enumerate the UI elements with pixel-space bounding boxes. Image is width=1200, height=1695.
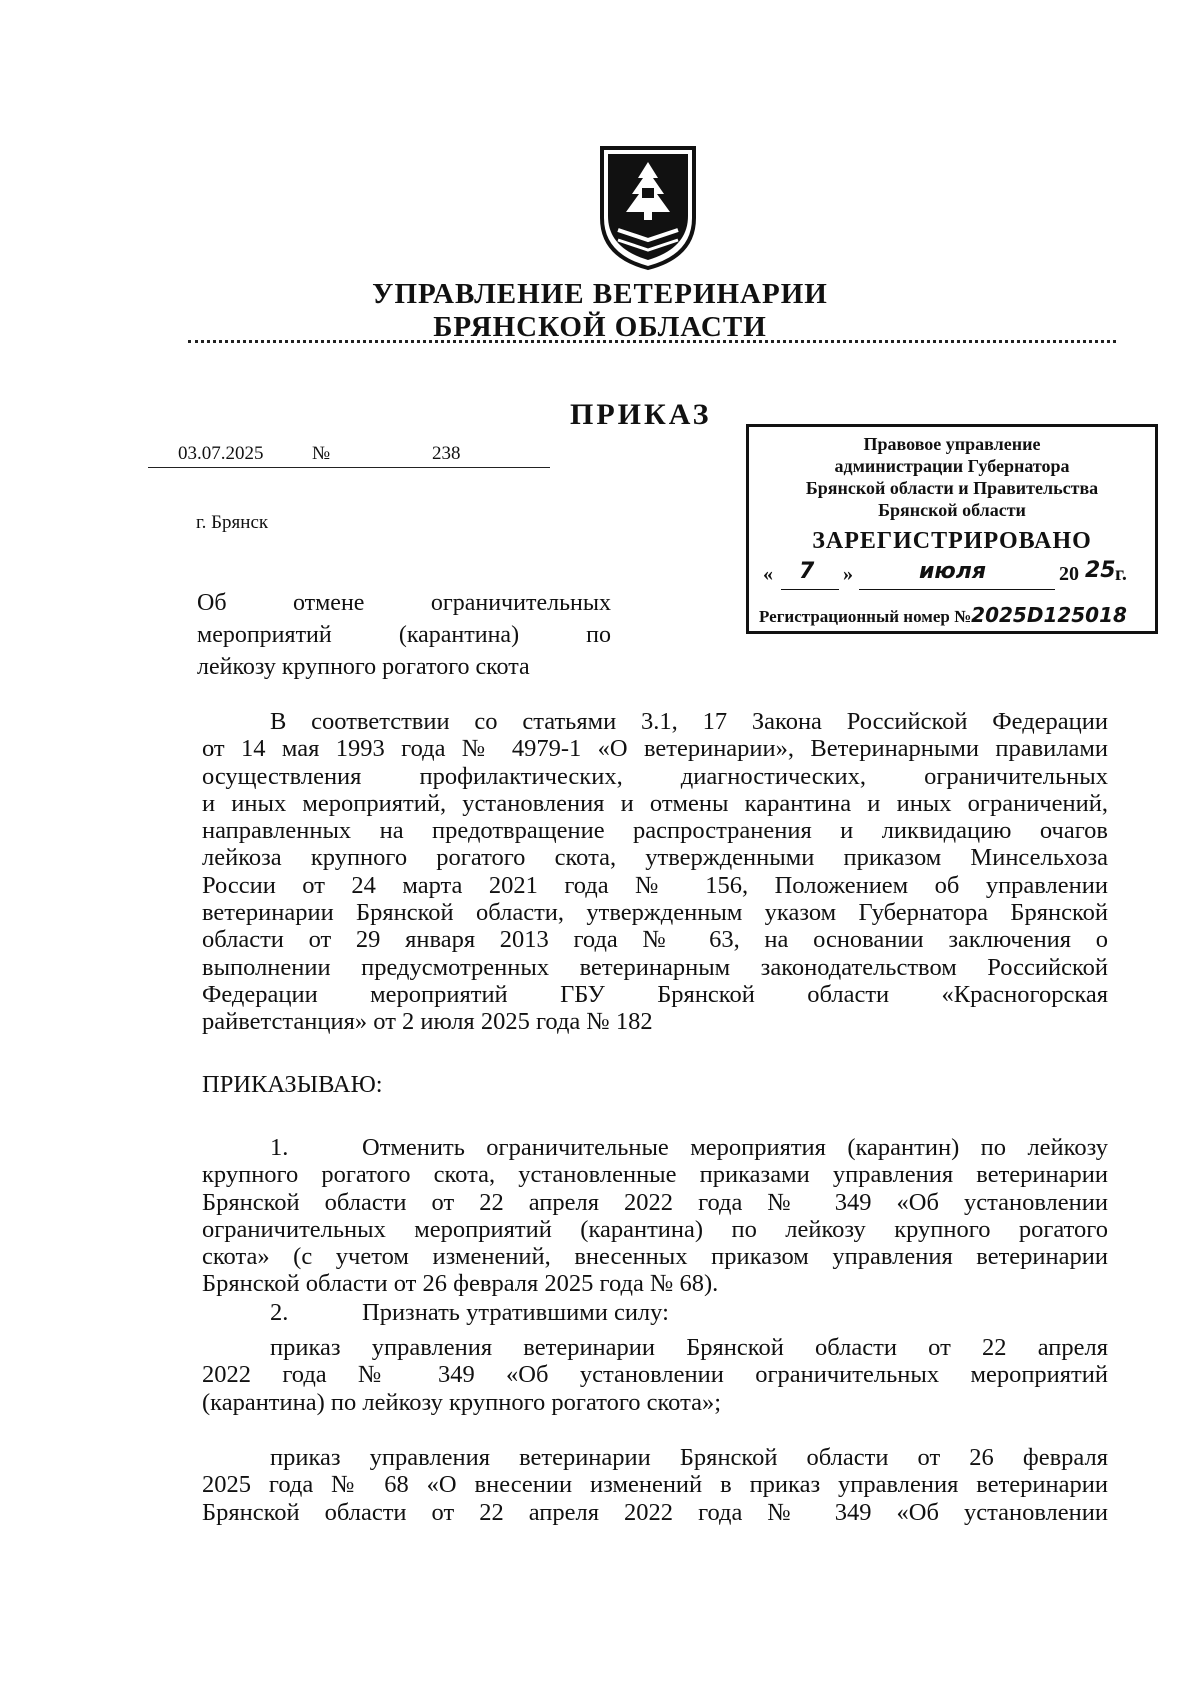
stamp-month-underline — [859, 589, 1055, 590]
header-dotted-divider — [188, 340, 1116, 343]
text-line: 2022 года № 349 «Об установлении ограничительных мероприятий — [202, 1361, 1108, 1389]
number-sign: № — [312, 443, 331, 464]
text-line: выполнении предусмотренных ветеринарным законодательством Российской — [202, 953, 1108, 981]
organization-name-line1: УПРАВЛЕНИЕ ВЕТЕРИНАРИИ — [372, 278, 828, 310]
stamp-day-underline — [781, 589, 839, 590]
subject-line: мероприятий (карантина) по — [197, 622, 611, 648]
stamp-line: Брянской области — [878, 500, 1026, 520]
text-line: и иных мероприятий, установления и отмены карантина и иных ограничений, — [202, 789, 1108, 817]
coat-of-arms-emblem — [596, 144, 700, 272]
item-number: 1. — [270, 1134, 289, 1161]
subject-line: Об отмене ограничительных — [197, 590, 611, 616]
text-line: России от 24 марта 2021 года № 156, Положением об управлении — [202, 871, 1108, 899]
text-line: (карантина) по лейкозу крупного рогатого скота»; — [202, 1388, 722, 1416]
organization-name-line2: БРЯНСКОЙ ОБЛАСТИ — [433, 311, 767, 343]
preamble-paragraph — [202, 708, 1108, 1036]
stamp-registered-label: ЗАРЕГИСТРИРОВАНО — [812, 528, 1092, 554]
text-line: направленных на предотвращение распространения и ликвидацию очагов — [202, 817, 1108, 845]
document-subject — [197, 587, 611, 683]
text-line: райветстанция» от 2 июля 2025 года № 182 — [202, 1008, 653, 1036]
stamp-year-suffix: 25 — [1085, 558, 1116, 583]
stamp-reg-label: Регистрационный номер № — [759, 607, 972, 626]
stamp-year-abbrev: г. — [1115, 563, 1127, 585]
date-number-row — [148, 443, 548, 473]
subject-line: лейкозу крупного рогатого скота — [197, 654, 530, 680]
text-line — [202, 1134, 1108, 1161]
repealed-order-2 — [202, 1444, 1108, 1526]
stamp-year-prefix: 20 — [1059, 563, 1079, 585]
stamp-line: Правовое управление — [863, 434, 1041, 454]
stamp-day: 7 — [799, 559, 815, 584]
stamp-registration-number — [759, 603, 1159, 627]
text-line: В соответствии со статьями 3.1, 17 Закона Российской Федерации — [270, 708, 1108, 735]
stamp-reg-number: 2025D125018 — [971, 603, 1127, 627]
stamp-line: администрации Губернатора — [834, 456, 1070, 476]
document-number: 238 — [432, 443, 461, 464]
text-line: приказ управления ветеринарии Брянской области от 26 февраля — [270, 1444, 1108, 1471]
repealed-order-1 — [202, 1334, 1108, 1416]
stamp-month: июля — [919, 559, 987, 584]
order-keyword: ПРИКАЗЫВАЮ: — [202, 1071, 383, 1098]
document-city: г. Брянск — [196, 512, 269, 533]
text-line: Брянской области от 26 февраля 2025 года № 68). — [202, 1270, 719, 1298]
text-line: области от 29 января 2013 года № 63, на основании заключения о — [202, 926, 1108, 954]
text-line: Брянской области от 22 апреля 2022 года № 349 «Об установлении — [202, 1188, 1108, 1216]
document-date: 03.07.2025 — [178, 443, 264, 464]
stamp-registration-date — [763, 558, 1151, 593]
order-item-2 — [202, 1299, 1108, 1326]
text-line: 2025 года № 68 «О внесении изменений в приказ управления ветеринарии — [202, 1471, 1108, 1499]
stamp-quote-open: « — [763, 563, 773, 585]
registration-stamp — [746, 424, 1158, 634]
text-line: Брянской области от 22 апреля 2022 года № 349 «Об установлении — [202, 1498, 1108, 1526]
item-number: 2. — [270, 1299, 289, 1326]
text-line: Федерации мероприятий ГБУ Брянской области «Красногорская — [202, 980, 1108, 1008]
text-line: ветеринарии Брянской области, утвержденным указом Губернатора Брянской — [202, 899, 1108, 927]
text-line: лейкоза крупного рогатого скота, утвержденными приказом Минсельхоза — [202, 844, 1108, 872]
text-line: ограничительных мероприятий (карантина) по лейкозу крупного рогатого — [202, 1215, 1108, 1243]
text-line: крупного рогатого скота, установленные приказами управления ветеринарии — [202, 1161, 1108, 1189]
text-line — [202, 1299, 1108, 1326]
stamp-quote-close: » — [843, 563, 853, 585]
item-text: Признать утратившими силу: — [362, 1299, 669, 1326]
text-line: приказ управления ветеринарии Брянской области от 22 апреля — [270, 1334, 1108, 1361]
text-line: от 14 мая 1993 года № 4979-1 «О ветеринарии», Ветеринарными правилами — [202, 735, 1108, 763]
text-line: осуществления профилактических, диагностических, ограничительных — [202, 762, 1108, 790]
stamp-line: Брянской области и Правительства — [805, 478, 1099, 498]
item-text: Отменить ограничительные мероприятия (карантин) по лейкозу — [362, 1134, 1108, 1161]
document-type-title: ПРИКАЗ — [570, 398, 712, 431]
date-underline — [148, 467, 550, 468]
text-line: скота» (с учетом изменений, внесенных приказом управления ветеринарии — [202, 1243, 1108, 1271]
order-item-1 — [202, 1134, 1108, 1298]
